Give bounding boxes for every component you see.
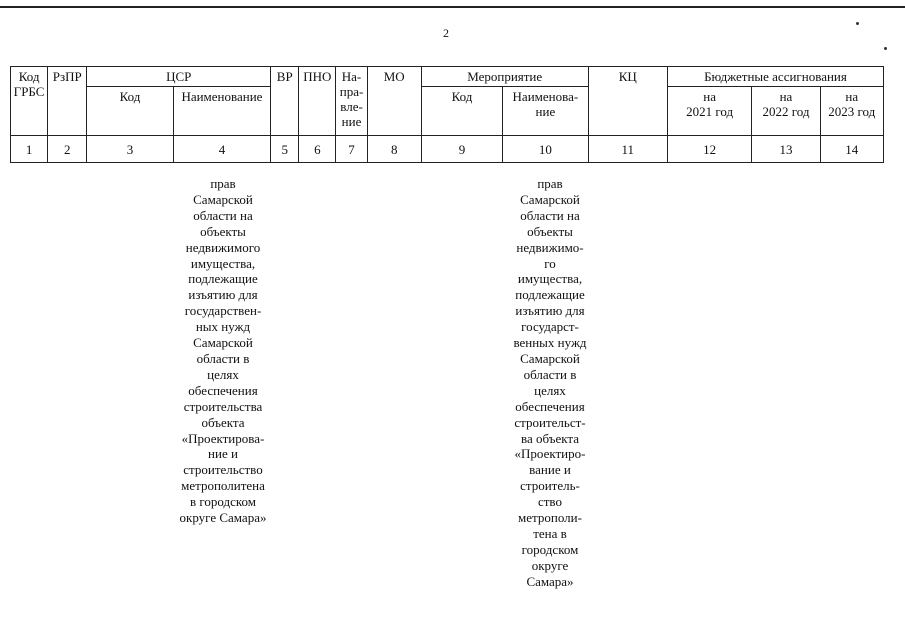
budget-table bbox=[10, 66, 884, 163]
header-csr-name: Наименование bbox=[173, 87, 270, 136]
scan-speck bbox=[884, 47, 887, 50]
header-vr: ВР bbox=[271, 67, 299, 136]
column-number: 9 bbox=[421, 136, 502, 163]
column-number: 7 bbox=[336, 136, 367, 163]
header-rzpr: РзПР bbox=[48, 67, 87, 136]
header-year-2021: на 2021 год bbox=[667, 87, 751, 136]
header-kod-grbs: Код ГРБС bbox=[11, 67, 48, 136]
header-budget: Бюджетные ассигнования bbox=[667, 67, 883, 87]
meropriyatie-name-continuation: прав Самарской области на объекты недвижимо- го имущества, подлежащие изъятию для государст- венных нужд Самарской области в целях обеспечения строительст- ва объекта «Проектиро- вание и строитель- ство метрополи- тена в городском округе Самара» bbox=[513, 176, 587, 589]
header-year-2023: на 2023 год bbox=[820, 87, 883, 136]
header-csr: ЦСР bbox=[87, 67, 271, 87]
column-number: 8 bbox=[367, 136, 421, 163]
header-csr-kod: Код bbox=[87, 87, 173, 136]
column-number: 6 bbox=[299, 136, 336, 163]
column-number: 12 bbox=[667, 136, 751, 163]
header-mer-kod: Код bbox=[421, 87, 502, 136]
column-number-row bbox=[11, 136, 884, 163]
column-number: 14 bbox=[820, 136, 883, 163]
column-number: 4 bbox=[173, 136, 270, 163]
header-kc: КЦ bbox=[588, 67, 667, 136]
page-top-rule bbox=[0, 6, 905, 8]
header-mer-name: Наименова- ние bbox=[503, 87, 588, 136]
header-mo: МО bbox=[367, 67, 421, 136]
header-pno: ПНО bbox=[299, 67, 336, 136]
column-number: 2 bbox=[48, 136, 87, 163]
column-number: 11 bbox=[588, 136, 667, 163]
header-napravlenie: На- пра- вле- ние bbox=[336, 67, 367, 136]
column-number: 3 bbox=[87, 136, 173, 163]
column-number: 13 bbox=[752, 136, 820, 163]
table-subheader-row bbox=[11, 87, 884, 136]
table-header-row bbox=[11, 67, 884, 87]
header-meropriyatie: Мероприятие bbox=[421, 67, 588, 87]
column-number: 1 bbox=[11, 136, 48, 163]
csr-name-continuation: прав Самарской области на объекты недвижимого имущества, подлежащие изъятию для государствен- ных нужд Самарской области в целях обеспечения строительства объекта «Проектирова- ние и строительство метрополитена в городском округе Самара» bbox=[179, 176, 267, 526]
column-number: 5 bbox=[271, 136, 299, 163]
header-year-2022: на 2022 год bbox=[752, 87, 820, 136]
column-number: 10 bbox=[503, 136, 588, 163]
scan-speck bbox=[856, 22, 859, 25]
page-number: 2 bbox=[443, 26, 449, 40]
